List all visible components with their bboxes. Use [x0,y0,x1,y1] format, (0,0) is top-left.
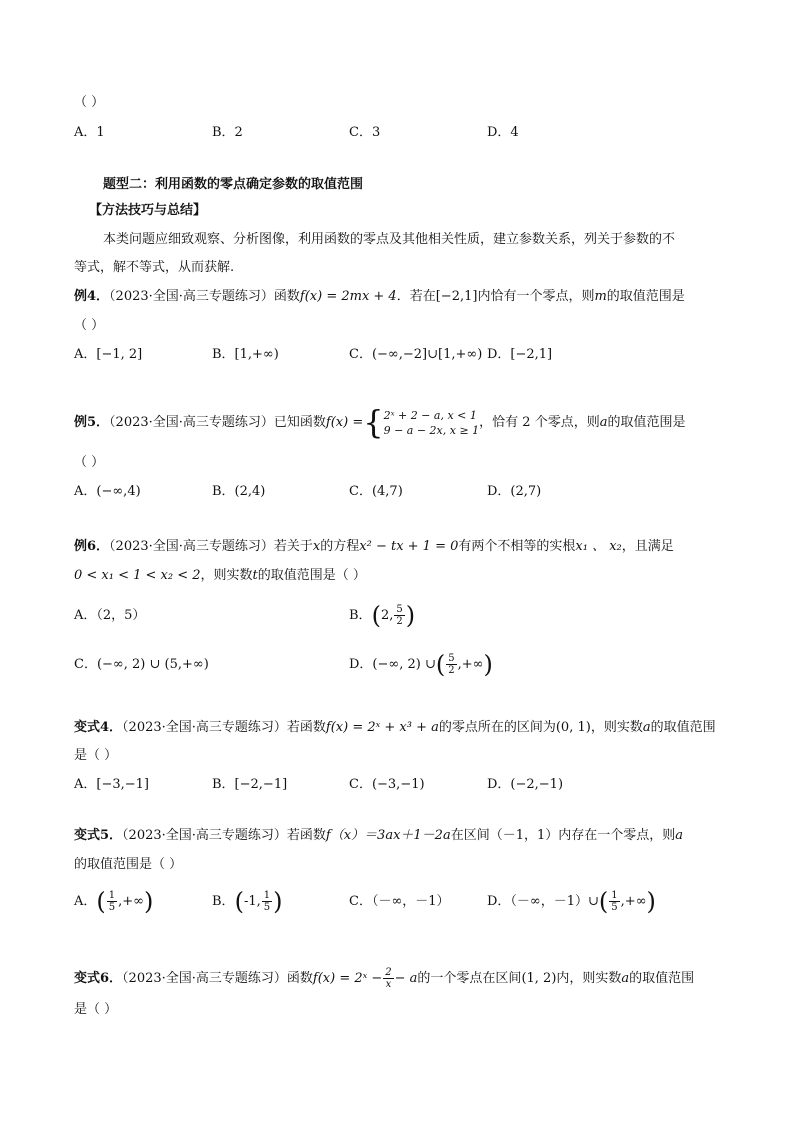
variant-4-option-b: B．[−2,−1] [212,777,288,792]
example-6-label: 例6． [74,539,110,554]
variant-5-option-a: A．( $\frac{1}{5}$ ,+∞) [74,887,154,916]
example-5-option-d: D．(2,7) [487,484,542,499]
example-6-option-a: A．（2，5） [74,608,146,623]
variant-6-label: 变式6． [74,971,123,986]
example-4-label: 例4． [74,289,110,304]
example-4-option-b: B．[1,+∞) [212,347,279,362]
option-c: C．3 [349,125,381,140]
option-d: D．4 [487,125,519,140]
question-paren: （ ） [74,95,105,110]
variant-4-option-c: C．(−3,−1) [349,777,425,792]
section-title: 题型二：利用函数的零点确定参数的取值范围 [103,177,364,192]
example-4-paren: （ ） [74,318,105,333]
variant-5-option-c: C．（－∞，－1） [349,894,450,909]
variant-4-label: 变式4． [74,720,123,735]
variant-4-stem: 变式4．（2023·全国·高三专题练习）若函数f(x) = 2ˣ + x³ + a的零点所在的区间为(0, 1)，则实数a的取值范围 [74,720,716,735]
example-5-option-c: C．(4,7) [349,484,403,499]
example-4-stem: 例4．（2023·全国·高三专题练习）函数f(x) = 2mx + 4．若在[−2,1]内恰有一个零点，则m的取值范围是 [74,289,685,304]
method-text-line2: 等式，解不等式，从而获解. [74,260,235,275]
option-a: A．1 [74,125,105,140]
option-b: B．2 [212,125,243,140]
example-4-option-d: D．[−2,1] [487,347,553,362]
example-5-option-a: A．(−∞,4) [74,484,141,499]
variant-5-stem: 变式5．（2023·全国·高三专题练习）若函数f（x）＝3ax＋1－2a在区间（－1，1）内存在一个零点，则a [74,828,684,843]
variant-5-option-d: D．（－∞，－1）∪( $\frac{1}{5}$ ,+∞) [487,887,656,916]
example-5-label: 例5． [74,415,110,430]
variant-5-line2: 的取值范围是（ ） [74,857,183,872]
example-6-option-c: C．(−∞, 2) ∪ (5,+∞) [74,657,209,672]
variant-4-option-a: A．[−3,−1] [74,777,149,792]
example-4-option-c: C．(−∞,−2]∪[1,+∞) [349,347,483,362]
variant-6-stem: 变式6．（2023·全国·高三专题练习）函数f(x) = 2ˣ − $\frac{2}{x}$ − a的一个零点在区间(1, 2)内，则实数a的取值范围 [74,967,695,990]
example-6-stem: 例6．（2023·全国·高三专题练习）若关于x的方程x² − tx + 1 = 0有两个不相等的实根x₁ 、 x₂，且满足 [74,539,674,554]
variant-4-option-d: D．(−2,−1) [487,777,564,792]
variant-5-label: 变式5． [74,828,123,843]
example-5-option-b: B．(2,4) [212,484,266,499]
example-4-formula: f(x) = 2mx + 4 [299,289,397,304]
variant-5-option-b: B．(-1, $\frac{1}{5}$ ) [212,887,283,916]
example-5-piecewise: 2ˣ + 2 − a, x < 1 9 − a − 2x, x ≥ 1 [383,408,480,437]
example-6-condition: 0 < x₁ < 1 < x₂ < 2，则实数t的取值范围是（ ） [74,568,366,583]
example-6-option-d: D．(−∞, 2) ∪( $\frac{5}{2}$ ,+∞) [349,650,493,679]
example-5-stem: 例5．（2023·全国·高三专题练习）已知函数f(x) ={ 2ˣ + 2 − a, x < 1 9 − a − 2x, x ≥ 1 ，恰有 2 个零点，则a的取值范围是 [74,403,686,442]
variant-4-line2: 是（ ） [74,748,118,763]
method-title: 【方法技巧与总结】 [89,203,207,218]
example-5-paren: （ ） [74,455,105,470]
variant-6-line2: 是（ ） [74,1002,118,1017]
method-text-line1: 本类问题应细致观察、分析图像，利用函数的零点及其他相关性质，建立参数关系，列关于参数的不 [103,232,676,247]
example-4-option-a: A．[−1, 2] [74,347,143,362]
example-6-option-b: B．(2, $\frac{5}{2}$ ) [349,601,416,630]
